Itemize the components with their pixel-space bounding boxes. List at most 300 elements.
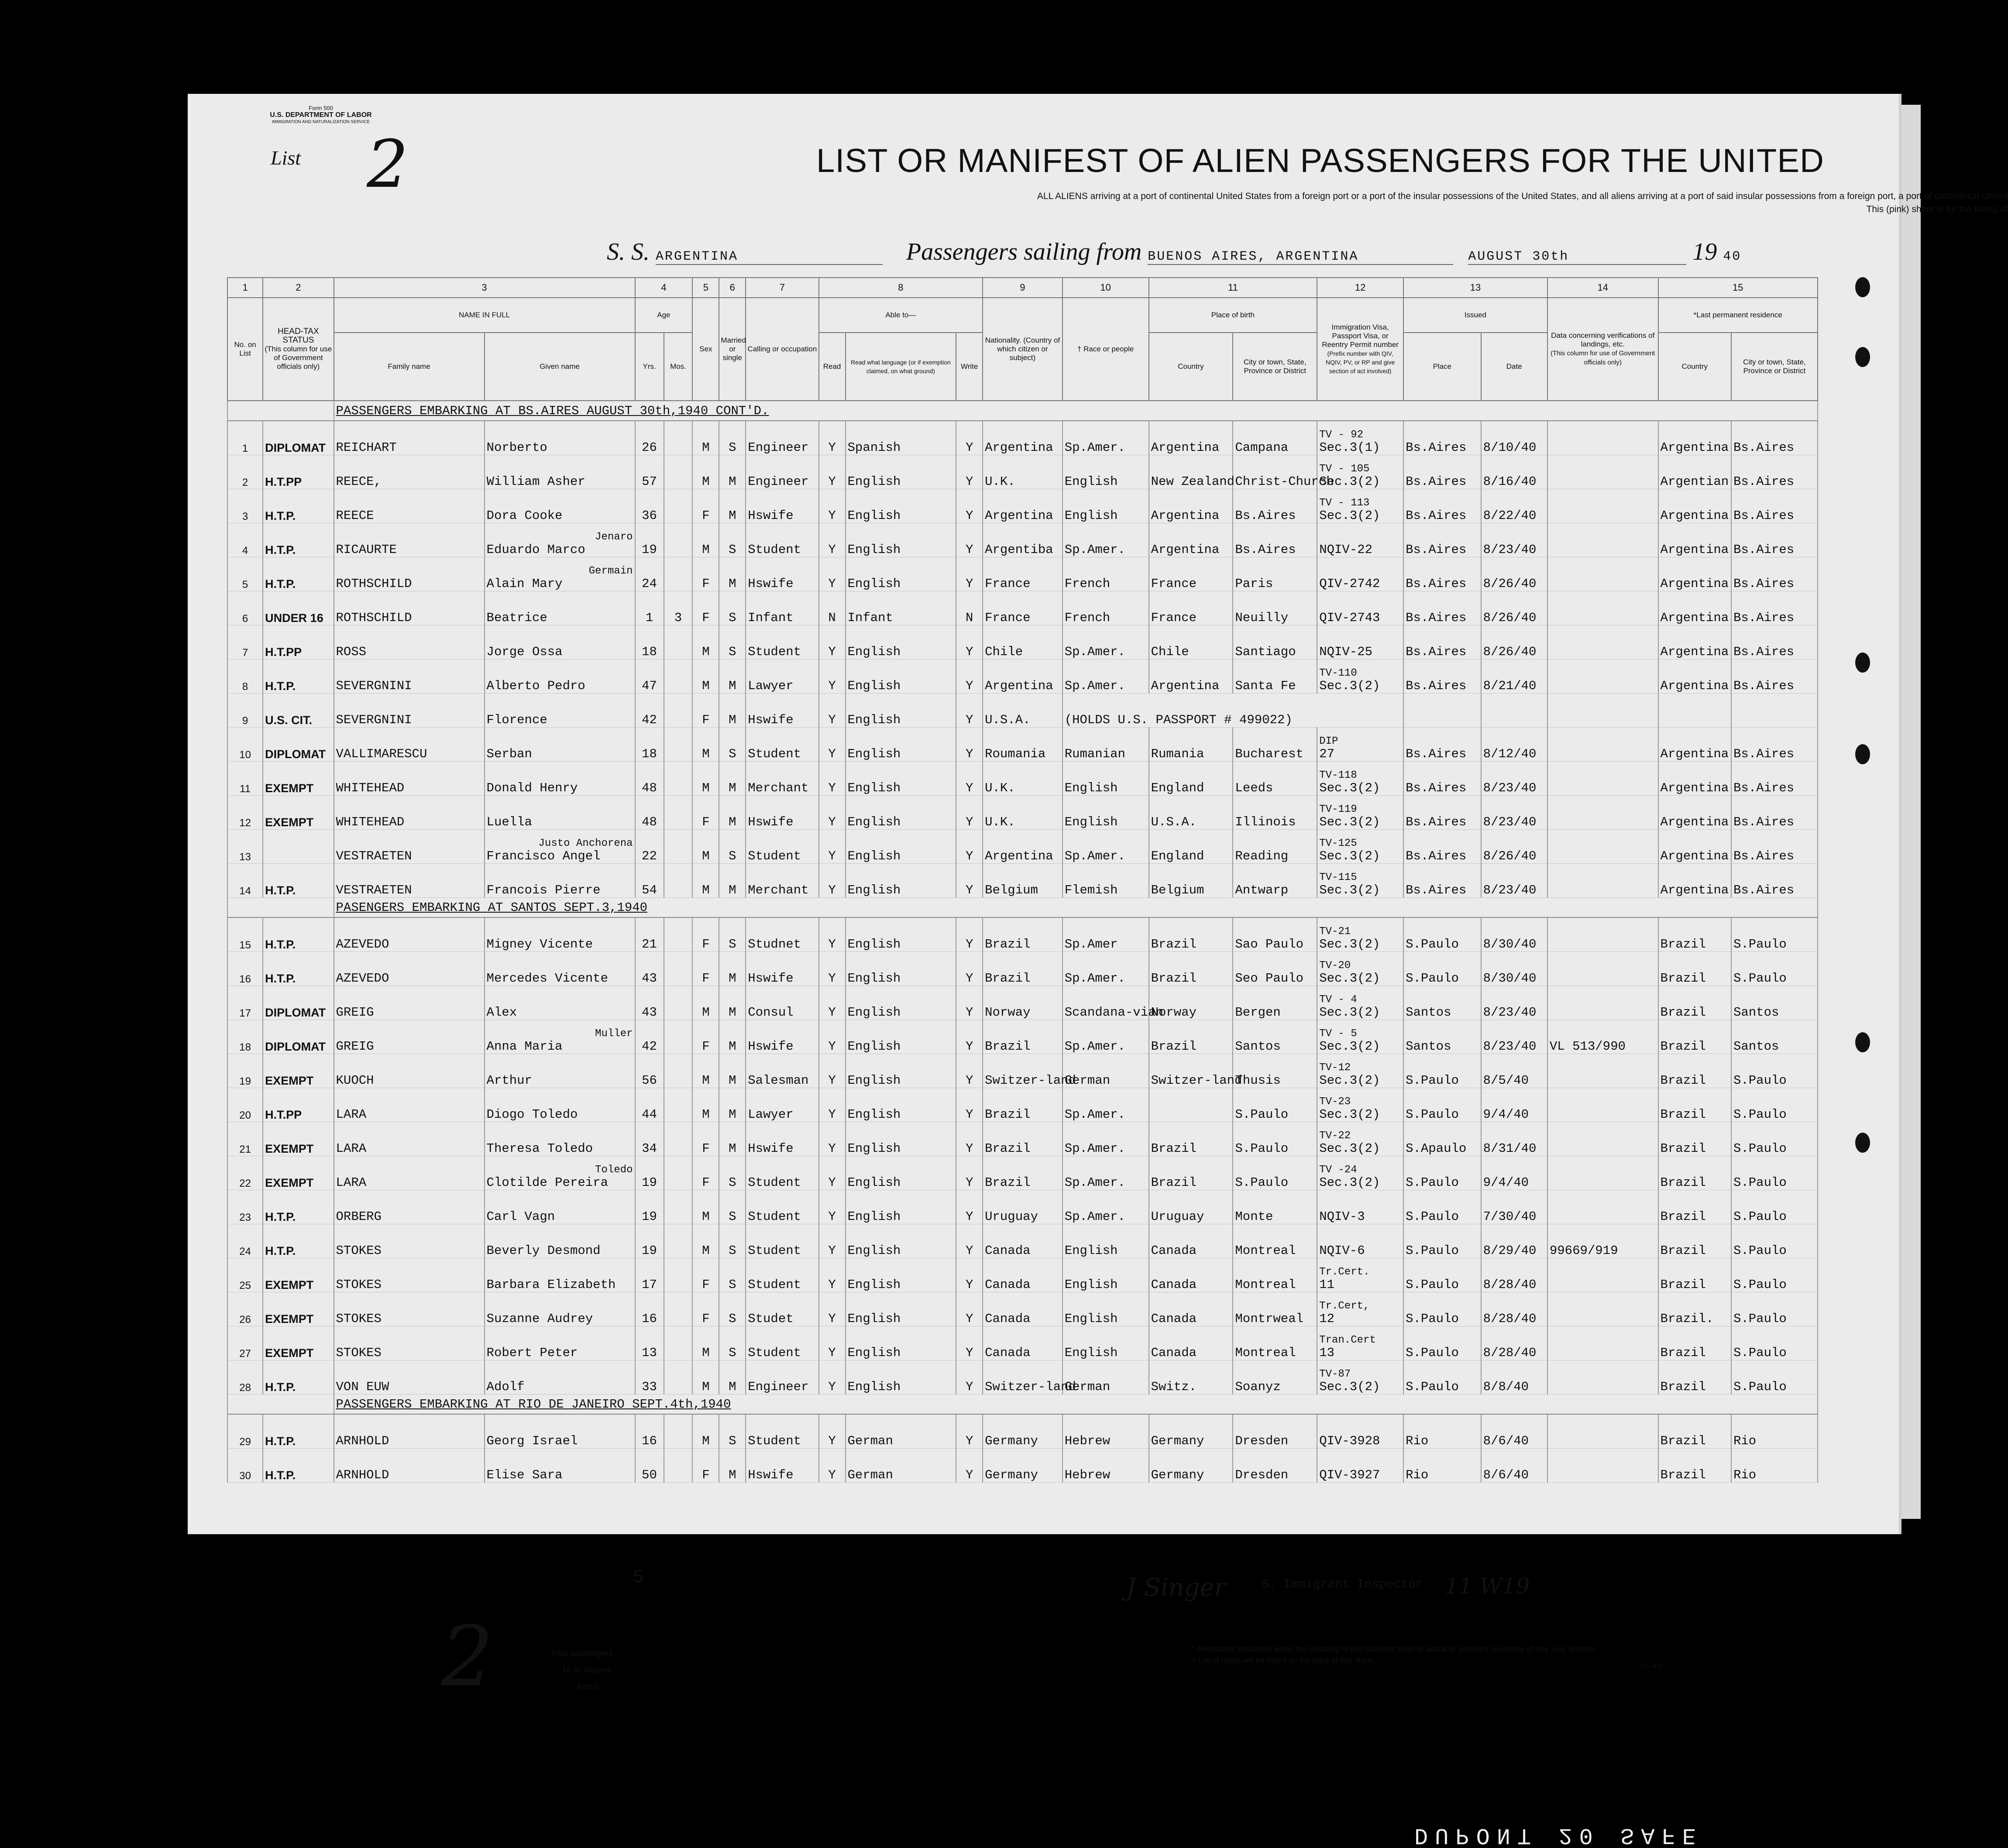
cell-nationality: Argentina [983, 421, 1062, 455]
cell-language: English [846, 489, 956, 523]
cell-birth-country: Switzer-land [1149, 1054, 1233, 1088]
ship-name: ARGENTINA [656, 249, 883, 265]
footnotes [1192, 1643, 1598, 1666]
cell-visa [1317, 455, 1403, 489]
cell-residence-city: S.Paulo [1731, 1224, 1818, 1258]
cell-nationality: U.S.A. [983, 694, 1062, 728]
visa-number: Tran.Cert [1319, 1334, 1376, 1346]
cell-language: English [846, 917, 956, 952]
cell-married: M [719, 455, 746, 489]
cell-birth-country: Brazil [1149, 1020, 1233, 1054]
given-name-text: Anna Maria [486, 1039, 563, 1054]
cell-nationality: France [983, 557, 1062, 591]
visa-label: Immigration Visa, Passport Visa, or Reentry Permit number [1322, 323, 1399, 349]
cell-visa [1317, 1122, 1403, 1156]
cell-age-yrs: 48 [635, 796, 664, 830]
cell-married: S [719, 830, 746, 864]
form-header [262, 105, 380, 126]
cell-age-yrs: 16 [635, 1292, 664, 1326]
cell-visa [1317, 1020, 1403, 1054]
cell-married: M [719, 660, 746, 694]
cell-issued-date: 8/31/40 [1481, 1122, 1547, 1156]
cell-write: Y [956, 557, 983, 591]
list-label: List [271, 147, 301, 169]
cell-residence-city: Rio [1731, 1414, 1818, 1449]
cell-sex: M [692, 1190, 719, 1224]
colnum-6: 6 [719, 278, 746, 298]
cell-write: Y [956, 1292, 983, 1326]
manifest-title: LIST OR MANIFEST OF ALIEN PASSENGERS FOR THE UNITED [816, 142, 1824, 179]
cell-age-yrs: 33 [635, 1360, 664, 1395]
cell-write: Y [956, 1414, 983, 1449]
cell-language: English [846, 986, 956, 1020]
cell-age-yrs: 47 [635, 660, 664, 694]
cell-age-yrs: 22 [635, 830, 664, 864]
cell-age-yrs: 26 [635, 421, 664, 455]
cell-read: Y [819, 694, 846, 728]
cell-residence-country: Argentina [1658, 523, 1731, 557]
cell-married: M [719, 1449, 746, 1483]
cell-no: 28 [227, 1360, 263, 1395]
header-given-name: Given name [485, 333, 635, 401]
table-row [227, 625, 1818, 660]
cell-visa [1317, 1360, 1403, 1395]
cell-read: Y [819, 1156, 846, 1190]
group-header-row [227, 298, 1818, 333]
cell-family-name: STOKES [334, 1224, 485, 1258]
cell-birth-country: Canada [1149, 1224, 1233, 1258]
cell-no: 5 [227, 557, 263, 591]
cell-head-tax: EXEMPT [263, 1054, 334, 1088]
cell-birth-city: Thusis [1233, 1054, 1317, 1088]
cell-read: Y [819, 421, 846, 455]
cell-race: English [1062, 489, 1149, 523]
visa-section: Sec.3(2) [1319, 1039, 1380, 1054]
cell-language: Spanish [846, 421, 956, 455]
cell-age-yrs: 19 [635, 1156, 664, 1190]
header-place-of-birth: Place of birth [1149, 298, 1317, 333]
cell-no: 14 [227, 864, 263, 898]
cell-language: English [846, 1224, 956, 1258]
column-numbers-row [227, 278, 1818, 298]
cell-residence-city: S.Paulo [1731, 1360, 1818, 1395]
cell-occupation: Hswife [746, 952, 818, 986]
cell-sex: M [692, 986, 719, 1020]
footnote-residence: * Permanent residence within the meaning of this manifest shall be actual or intended residence of one year or more. [1192, 1645, 1598, 1653]
cell-sex: M [692, 864, 719, 898]
cell-nationality: Argentiba [983, 523, 1062, 557]
cell-visa: QIV-3927 [1317, 1449, 1403, 1483]
cell-given-name [485, 1020, 635, 1054]
cell-family-name: LARA [334, 1122, 485, 1156]
cell-verification [1547, 1414, 1658, 1449]
cell-given-name: Serban [485, 728, 635, 762]
cell-race: Sp.Amer. [1062, 625, 1149, 660]
cell-family-name: REICHART [334, 421, 485, 455]
visa-number: TV-23 [1319, 1096, 1351, 1108]
cell-read: Y [819, 952, 846, 986]
cell-birth-country: Norway [1149, 986, 1233, 1020]
cell-age-mos: 3 [664, 591, 693, 625]
year-suffix: 40 [1723, 249, 1742, 264]
cell-residence-city: Bs.Aires [1731, 796, 1818, 830]
visa-number: TV-115 [1319, 872, 1357, 883]
cell-sex: M [692, 1088, 719, 1122]
cell-visa [1317, 728, 1403, 762]
cell-visa: NQIV-6 [1317, 1224, 1403, 1258]
cell-birth-city: Monte [1233, 1190, 1317, 1224]
cell-issued-place: S.Paulo [1403, 1156, 1481, 1190]
cell-given-name: Suzanne Audrey [485, 1292, 635, 1326]
visa-number: TV-22 [1319, 1130, 1351, 1142]
section-heading: PASSENGERS EMBARKING AT BS.AIRES AUGUST 30th,1940 CONT'D. [334, 401, 1818, 421]
cell-no: 22 [227, 1156, 263, 1190]
cell-birth-city: Campana [1233, 421, 1317, 455]
cell-residence-country: Argentina [1658, 796, 1731, 830]
cell-occupation: Student [746, 1258, 818, 1292]
cell-sex: M [692, 1224, 719, 1258]
cell-visa [1317, 952, 1403, 986]
cell-issued-date: 8/23/40 [1481, 986, 1547, 1020]
cell-race: English [1062, 455, 1149, 489]
cell-issued-date: 8/26/40 [1481, 625, 1547, 660]
cell-age-yrs: 19 [635, 1224, 664, 1258]
cell-sex: F [692, 1258, 719, 1292]
cell-birth-country: Brazil [1149, 1156, 1233, 1190]
cell-verification [1547, 1449, 1658, 1483]
cell-age-mos [664, 728, 693, 762]
cell-occupation: Student [746, 728, 818, 762]
cell-language: English [846, 1054, 956, 1088]
cell-verification [1547, 1360, 1658, 1395]
cell-read: Y [819, 1258, 846, 1292]
table-row [227, 523, 1818, 557]
table-row [227, 660, 1818, 694]
cell-residence-country: Brazil [1658, 1258, 1731, 1292]
total-passengers-label: Total passengers . . . . . [550, 1649, 636, 1658]
cell-age-mos [664, 421, 693, 455]
cell-married: S [719, 1190, 746, 1224]
cell-read: Y [819, 523, 846, 557]
cell-no: 6 [227, 591, 263, 625]
cell-nationality: Canada [983, 1326, 1062, 1360]
cell-sex: M [692, 421, 719, 455]
cell-sex: F [692, 796, 719, 830]
cell-issued-place: Bs.Aires [1403, 455, 1481, 489]
cell-verification [1547, 1054, 1658, 1088]
cell-married: S [719, 917, 746, 952]
visa-number: TV-118 [1319, 769, 1357, 781]
cell-age-mos [664, 1156, 693, 1190]
cell-residence-country: Argentina [1658, 625, 1731, 660]
table-row [227, 796, 1818, 830]
cell-head-tax: H.T.PP [263, 625, 334, 660]
punch-hole [1855, 1133, 1870, 1153]
cell-occupation: Hswife [746, 1449, 818, 1483]
cell-write: Y [956, 1326, 983, 1360]
header-family-name: Family name [334, 333, 485, 401]
cell-nationality: Norway [983, 986, 1062, 1020]
cell-sex: F [692, 1292, 719, 1326]
cell-verification [1547, 489, 1658, 523]
cell-sex: F [692, 1449, 719, 1483]
cell-age-yrs: 56 [635, 1054, 664, 1088]
cell-visa [1317, 986, 1403, 1020]
cell-married: S [719, 1292, 746, 1326]
cell-sex: F [692, 1156, 719, 1190]
cell-residence-city: Bs.Aires [1731, 762, 1818, 796]
cell-sex: F [692, 694, 719, 728]
cell-sex: M [692, 1054, 719, 1088]
cell-age-mos [664, 1088, 693, 1122]
cell-nationality: U.K. [983, 796, 1062, 830]
cell-age-yrs: 18 [635, 728, 664, 762]
cell-race: Sp.Amer. [1062, 830, 1149, 864]
cell-race: Sp.Amer. [1062, 952, 1149, 986]
cell-head-tax: U.S. CIT. [263, 694, 334, 728]
cell-language: English [846, 1326, 956, 1360]
cell-occupation: Hswife [746, 1122, 818, 1156]
cell-verification [1547, 952, 1658, 986]
cell-residence-city: Bs.Aires [1731, 421, 1818, 455]
cell-residence-country: Argentina [1658, 864, 1731, 898]
cell-issued-place: S.Paulo [1403, 1326, 1481, 1360]
cell-visa [1317, 1088, 1403, 1122]
cell-language: English [846, 762, 956, 796]
visa-section: Sec.3(2) [1319, 1107, 1380, 1122]
cell-family-name: SEVERGNINI [334, 660, 485, 694]
cell-write: Y [956, 952, 983, 986]
cell-married: S [719, 523, 746, 557]
cell-no: 20 [227, 1088, 263, 1122]
cell-issued-date: 8/8/40 [1481, 1360, 1547, 1395]
cell-head-tax: EXEMPT [263, 1326, 334, 1360]
cell-residence-city: S.Paulo [1731, 1258, 1818, 1292]
cell-visa [1317, 762, 1403, 796]
cell-race: Sp.Amer [1062, 917, 1149, 952]
cell-married: S [719, 421, 746, 455]
visa-number: TV - 4 [1319, 994, 1357, 1006]
cell-language: English [846, 1088, 956, 1122]
cell-race: English [1062, 1292, 1149, 1326]
cell-age-mos [664, 660, 693, 694]
cell-head-tax: DIPLOMAT [263, 728, 334, 762]
table-row [227, 694, 1818, 728]
cell-head-tax: EXEMPT [263, 1292, 334, 1326]
cell-family-name: GREIG [334, 1020, 485, 1054]
cell-read: Y [819, 1020, 846, 1054]
cell-birth-city: Seo Paulo [1233, 952, 1317, 986]
cell-head-tax: DIPLOMAT [263, 421, 334, 455]
cell-language: English [846, 1258, 956, 1292]
department: U.S. DEPARTMENT OF LABOR [270, 111, 372, 119]
cell-age-mos [664, 489, 693, 523]
totals-block [550, 1645, 636, 1695]
cell-issued-date: 8/21/40 [1481, 660, 1547, 694]
cell-write: N [956, 591, 983, 625]
visa-number: Tr.Cert, [1319, 1300, 1370, 1312]
section-heading-row [227, 1395, 1818, 1415]
cell-verification [1547, 625, 1658, 660]
cell-birth-country: Rumania [1149, 728, 1233, 762]
cell-age-yrs: 44 [635, 1088, 664, 1122]
cell-family-name: LARA [334, 1088, 485, 1122]
cell-residence-city: S.Paulo [1731, 1088, 1818, 1122]
cell-given-name: William Asher [485, 455, 635, 489]
cell-age-mos [664, 830, 693, 864]
visa-section: Sec.3(2) [1319, 937, 1380, 951]
cell-nationality: Switzer-land [983, 1360, 1062, 1395]
header-residence: *Last permanent residence [1658, 298, 1818, 333]
cell-married: M [719, 864, 746, 898]
cell-married: M [719, 796, 746, 830]
cell-read: Y [819, 455, 846, 489]
given-name-text: Alain Mary [486, 577, 563, 591]
cell-issued-date: 8/16/40 [1481, 455, 1547, 489]
cell-family-name: WHITEHEAD [334, 762, 485, 796]
cell-verification [1547, 986, 1658, 1020]
cell-verification [1547, 523, 1658, 557]
cell-birth-country: Brazil [1149, 952, 1233, 986]
cell-given-name: Arthur [485, 1054, 635, 1088]
footnote-races: † List of races will be found on the back of this sheet. [1192, 1656, 1376, 1665]
cell-sex: F [692, 952, 719, 986]
cell-residence-country: Brazil. [1658, 1292, 1731, 1326]
cell-birth-city: Neuilly [1233, 591, 1317, 625]
cell-issued-date: 9/4/40 [1481, 1156, 1547, 1190]
cell-issued-place: Bs.Aires [1403, 728, 1481, 762]
punch-hole [1855, 653, 1870, 673]
cell-birth-city: Christ-Church [1233, 455, 1317, 489]
cell-head-tax: EXEMPT [263, 1156, 334, 1190]
cell-married: M [719, 1088, 746, 1122]
cell-occupation: Student [746, 1190, 818, 1224]
cell-married: S [719, 1156, 746, 1190]
subtitle-line-1: ALL ALIENS arriving at a port of continental United States from a foreign port or a port of the insular possessions of the United States, and all aliens arriving at a port of said insular possessions from a foreign port, a port of continental United [1037, 191, 2008, 201]
header-yrs: Yrs. [635, 333, 664, 401]
cell-visa [1317, 1156, 1403, 1190]
cell-birth-city: Montreal [1233, 1326, 1317, 1360]
cell-married: M [719, 557, 746, 591]
cell-verification [1547, 1292, 1658, 1326]
colnum-13: 13 [1403, 278, 1547, 298]
header-read: Read [819, 333, 846, 401]
table-row [227, 1054, 1818, 1088]
cell-no: 13 [227, 830, 263, 864]
cell-race: Hebrew [1062, 1449, 1149, 1483]
cell-married: S [719, 1258, 746, 1292]
visa-section: Sec.3(2) [1319, 508, 1380, 523]
cell-race: English [1062, 796, 1149, 830]
cell-age-yrs: 19 [635, 523, 664, 557]
cell-age-mos [664, 1326, 693, 1360]
colnum-5: 5 [692, 278, 719, 298]
table-row [227, 830, 1818, 864]
cell-write: Y [956, 421, 983, 455]
cell-occupation: Hswife [746, 694, 818, 728]
cell-issued-date: 8/5/40 [1481, 1054, 1547, 1088]
cell-language: Infant [846, 591, 956, 625]
header-sex: Sex [692, 298, 719, 401]
cell-write: Y [956, 1088, 983, 1122]
cell-residence-city: Bs.Aires [1731, 728, 1818, 762]
cell-age-mos [664, 986, 693, 1020]
visa-section: Sec.3(2) [1319, 1175, 1380, 1190]
header-no-on-list: No. on List [227, 298, 263, 401]
cell-write: Y [956, 1224, 983, 1258]
cell-birth-country: Brazil [1149, 1122, 1233, 1156]
cell-issued-place: Bs.Aires [1403, 489, 1481, 523]
cell-family-name: LARA [334, 1156, 485, 1190]
cell-language: German [846, 1414, 956, 1449]
cell-issued-place: Bs.Aires [1403, 591, 1481, 625]
header-read-language: Read what language (or if exemption claimed, on what ground) [846, 333, 956, 401]
cell-age-yrs: 43 [635, 952, 664, 986]
cell-visa [1317, 796, 1403, 830]
cell-head-tax: H.T.PP [263, 1088, 334, 1122]
cell-family-name: REECE, [334, 455, 485, 489]
cell-occupation: Merchant [746, 864, 818, 898]
cell-residence-country: Argentina [1658, 591, 1731, 625]
cell-read: Y [819, 762, 846, 796]
subtitle-line-2: This (pink) sheet is for the listing of [1866, 204, 2008, 214]
cell-family-name: ARNHOLD [334, 1414, 485, 1449]
manifest-sheet [188, 94, 2008, 1705]
cell-family-name: ROTHSCHILD [334, 591, 485, 625]
totals-handwritten: 2 [441, 1608, 494, 1705]
cell-nationality: Argentina [983, 489, 1062, 523]
cell-married: M [719, 1122, 746, 1156]
cell-race: Sp.Amer. [1062, 1190, 1149, 1224]
cell-sex: M [692, 625, 719, 660]
cell-nationality: Canada [983, 1224, 1062, 1258]
cell-age-mos [664, 796, 693, 830]
table-row [227, 1224, 1818, 1258]
cell-language: English [846, 557, 956, 591]
cell-sex: M [692, 830, 719, 864]
cell-birth-country: Argentina [1149, 421, 1233, 455]
cell-write: Y [956, 864, 983, 898]
given-name-addition: Muller [595, 1028, 633, 1040]
cell-language: English [846, 523, 956, 557]
cell-birth-country: Canada [1149, 1258, 1233, 1292]
cell-residence-country: Argentina [1658, 830, 1731, 864]
cell-no: 1 [227, 421, 263, 455]
cell-issued-date: 8/28/40 [1481, 1292, 1547, 1326]
cell-visa: NQIV-25 [1317, 625, 1403, 660]
cell-age-mos [664, 455, 693, 489]
cell-occupation: Student [746, 1414, 818, 1449]
table-row [227, 1258, 1818, 1292]
cell-nationality: Roumania [983, 728, 1062, 762]
cell-head-tax: H.T.P. [263, 952, 334, 986]
form-code: 14—430 [1641, 1663, 1663, 1669]
cell-nationality: France [983, 591, 1062, 625]
cell-age-mos [664, 1360, 693, 1395]
visa-number: TV-125 [1319, 838, 1357, 849]
cell-nationality: Brazil [983, 1020, 1062, 1054]
cell-age-mos [664, 557, 693, 591]
visa-number: DIP [1319, 735, 1338, 747]
cell-head-tax: H.T.P. [263, 864, 334, 898]
cell-residence-country: Brazil [1658, 1414, 1731, 1449]
colnum-10: 10 [1062, 278, 1149, 298]
cell-family-name: VON EUW [334, 1360, 485, 1395]
cell-birth-country: Brazil [1149, 917, 1233, 952]
visa-number: TV-12 [1319, 1062, 1351, 1074]
cell-visa [1317, 421, 1403, 455]
cell-verification [1547, 591, 1658, 625]
